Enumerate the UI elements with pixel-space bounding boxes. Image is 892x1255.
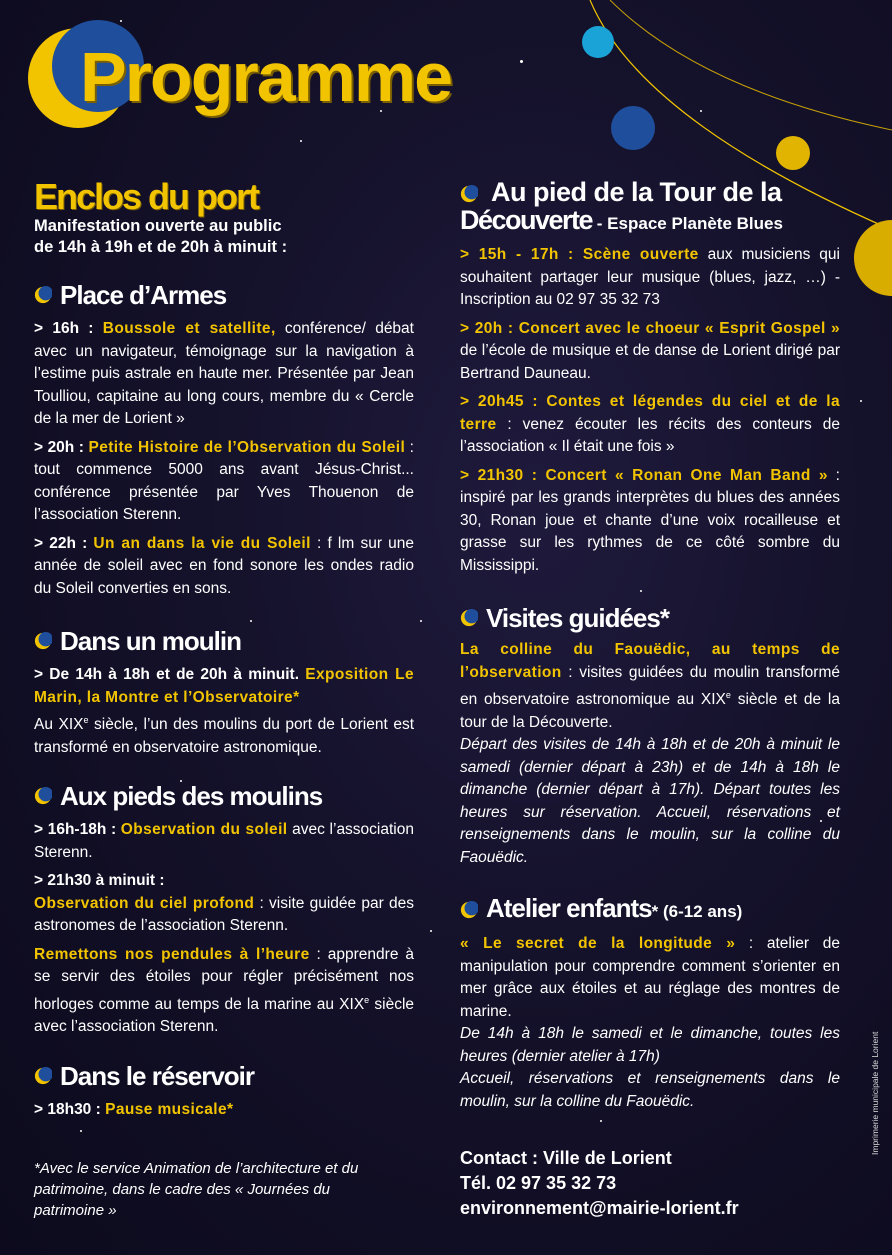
section-title: Découverte: [460, 205, 593, 235]
section-title: Atelier enfants: [486, 893, 652, 924]
event-20h: [34, 437, 414, 527]
event-title: Petite Histoire de l’Observation du Soleil: [88, 438, 406, 456]
section-title: Visites guidées*: [486, 603, 669, 633]
crescent-moon-icon: [34, 1067, 52, 1085]
event-time: > 20h45 :: [460, 393, 547, 410]
left-column: [34, 178, 414, 1127]
event-title: La colline du Faouëdic, au temps de l’observation: [460, 641, 840, 681]
event-title: Un an dans la vie du Soleil: [93, 534, 311, 552]
event-exposition: [34, 664, 414, 759]
event-text: : inspiré par les grands interprètes du blues des années 30, Ronan joue et chante d’une voix rocailleuse et grasse sur les rythmes de ce côté sombre du Mississippi.: [460, 466, 840, 574]
event-text: aux musiciens qui souhaitent partager leur musique (blues, jazz, …) - Inscription au 02 97 35 32 73: [460, 246, 840, 308]
event-text: siècle avec l’association Sterenn.: [34, 995, 415, 1036]
superscript: e: [83, 715, 89, 725]
contact-block: [460, 1146, 739, 1221]
event-visites: [460, 639, 840, 734]
event-title: Remettons nos pendules à l’heure: [34, 945, 310, 963]
contact-email[interactable]: environnement@mairie-lorient.fr: [460, 1198, 739, 1218]
section-subtitle: - Espace Planète Blues: [592, 214, 783, 233]
event-title: Pause musicale*: [105, 1100, 234, 1118]
event-20h-gospel: [460, 318, 840, 386]
event-title: Exposition Le Marin, la Montre et l’Observatoire*: [34, 666, 414, 706]
event-title: Observation du ciel profond: [34, 894, 255, 912]
event-time: > 16h-18h :: [34, 821, 121, 839]
cyan-planet-icon: [582, 26, 614, 58]
yellow-planet-icon: [776, 136, 810, 170]
footnote: *Avec le service Animation de l’architecture et du patrimoine, dans le cadre des « Journées du patrimoine »: [34, 1160, 359, 1219]
section-subtitle: * (6-12 ans): [651, 902, 743, 922]
event-21h30: [34, 870, 414, 938]
section-title: Au pied de la Tour de la: [491, 177, 782, 207]
event-16h: [34, 318, 414, 431]
event-text: de l’école de musique et de danse de Lorient dirigé par Bertrand Dauneau.: [460, 342, 840, 382]
section-title: Dans le réservoir: [60, 1060, 255, 1091]
superscript: e: [725, 690, 731, 700]
event-text: : venez écouter les récits des conteurs de l’association « Il était une fois »: [460, 415, 840, 455]
section-dans-un-moulin: [34, 626, 414, 656]
event-time: > 20h :: [34, 438, 89, 456]
event-22h: [34, 533, 414, 601]
page-title: Programme: [80, 38, 452, 116]
event-time: > 18h30 :: [34, 1100, 106, 1118]
section-title: Dans un moulin: [60, 626, 241, 656]
event-text: : atelier de manipulation pour comprendre comment s’orienter en mer grâce aux étoiles et au réglage des montres de marine.: [460, 935, 840, 1020]
section-tour-decouverte: [460, 178, 840, 238]
event-title: Scène ouverte: [582, 246, 699, 263]
section-dans-le-reservoir: [34, 1061, 414, 1091]
event-text: siècle, l’un des moulins du port de Lorient est transformé en observatoire astronomique.: [34, 716, 415, 756]
visites-schedule: Départ des visites de 14h à 18h et de 20h à minuit le samedi (dernier départ à 23h) et de 14h à 18h le dimanche (dernier départ à 17h). Départ toutes les heures sur réservation. Accueil, réservations et renseignements dans le moulin, sur la colline du Faouëdic.: [460, 736, 840, 866]
crescent-moon-icon: [460, 901, 478, 919]
section-aux-pieds-des-moulins: [34, 781, 414, 811]
event-time: > 20h :: [460, 319, 519, 337]
large-yellow-planet-icon: [854, 220, 892, 296]
enclos-heading: Enclos du port: [34, 176, 258, 217]
event-time: > 21h30 à minuit :: [34, 872, 165, 890]
section-atelier-enfants: [460, 893, 840, 927]
event-text: : visite guidée par des astronomes de l’association Sterenn.: [34, 894, 415, 935]
event-time: > 15h - 17h :: [460, 246, 583, 263]
atelier-schedule: De 14h à 18h le samedi et le dimanche, toutes les heures (dernier atelier à 17h): [460, 1025, 840, 1065]
intro-line-1: Manifestation ouverte au public: [34, 217, 282, 235]
contact-phone[interactable]: Tél. 02 97 35 32 73: [460, 1173, 617, 1193]
crescent-moon-icon: [460, 609, 478, 627]
event-time: > 16h :: [34, 320, 103, 337]
blue-planet-icon: [611, 106, 655, 150]
event-title: « Le secret de la longitude »: [460, 935, 736, 953]
event-text: Au XIX: [34, 716, 84, 734]
event-title: Concert « Ronan One Man Band »: [545, 466, 828, 484]
event-title: Concert avec le choeur « Esprit Gospel »: [518, 319, 840, 337]
intro-line-2: de 14h à 19h et de 20h à minuit :: [34, 238, 288, 256]
event-time: > 21h30 :: [460, 466, 546, 484]
contact-name: Contact : Ville de Lorient: [460, 1148, 672, 1168]
event-18h30: [34, 1099, 414, 1122]
right-column: [460, 178, 840, 1119]
section-title: Aux pieds des moulins: [60, 781, 323, 812]
event-atelier: [460, 933, 840, 1023]
section-title: Place d’Armes: [60, 280, 227, 310]
crescent-moon-icon: [460, 185, 478, 203]
event-20h45: [460, 391, 840, 459]
section-place-armes: [34, 280, 414, 310]
event-pendules: [34, 944, 414, 1039]
event-time: > 22h :: [34, 534, 94, 552]
printer-credit: Imprimerie municipale de Lorient: [870, 1031, 880, 1155]
event-text: siècle et de la tour de la Découverte.: [460, 691, 840, 731]
crescent-moon-icon: [34, 787, 52, 805]
crescent-moon-icon: [34, 632, 52, 650]
event-15h-17h: [460, 244, 840, 312]
event-text: : visites guidées du moulin transformé en observatoire astronomique au XIX: [460, 663, 840, 709]
crescent-moon-icon: [34, 286, 52, 304]
atelier-booking: Accueil, réservations et renseignements dans le moulin, sur la colline du Faouëdic.: [460, 1070, 840, 1110]
event-text: : tout commence 5000 ans avant Jésus-Christ... conférence présentée par Yves Thouenon de l’association Sterenn.: [34, 438, 414, 523]
event-text: : apprendre à se servir des étoiles pour régler précisément nos horloges comme au temps de la marine au XIX: [34, 945, 414, 1013]
superscript: e: [364, 994, 370, 1005]
event-text: conférence/ débat avec un navigateur, témoignage sur la navigation à l’estime puis astrale en haute mer. Présentée par Jean Toulliou, capitaine au long cours, membre du « Cercle de la mer de Lorient »: [34, 320, 414, 427]
event-16h-18h: [34, 819, 414, 864]
event-title: Boussole et satellite,: [102, 320, 276, 337]
event-text: : f lm sur une année de soleil avec en fond sonore les ondes radio du Soleil converties en sons.: [34, 534, 414, 597]
event-text: avec l’association Sterenn.: [34, 821, 414, 861]
event-time: > De 14h à 18h et de 20h à minuit.: [34, 666, 306, 683]
event-21h30-concert: [460, 465, 840, 578]
section-visites-guidees: [460, 603, 840, 633]
event-title: Observation du soleil: [120, 821, 288, 839]
event-title: Contes et légendes du ciel et de la terre: [460, 393, 840, 433]
